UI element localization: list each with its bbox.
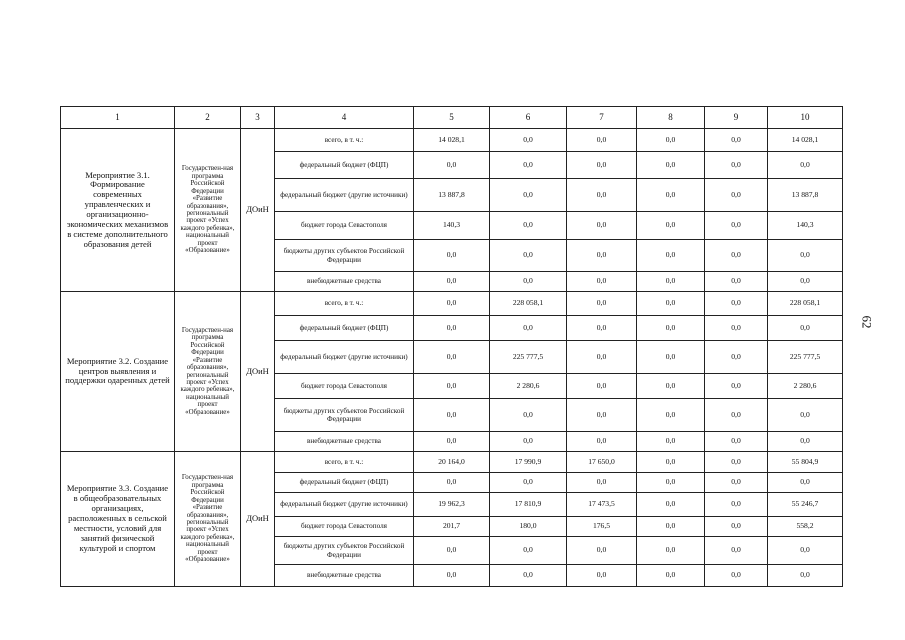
amount-cell: 0,0 xyxy=(490,473,567,493)
amount-cell: 0,0 xyxy=(705,493,768,517)
amount-cell: 558,2 xyxy=(768,517,843,537)
amount-cell: 0,0 xyxy=(414,292,490,316)
funding-source-cell: внебюджетные средства xyxy=(275,432,414,452)
program-cell: Государствен-ная программа Российской Федерации «Развитие образования», региональный проект «Успех каждого ребенка», национальный проект «Образование» xyxy=(175,129,241,292)
funding-source-cell: федеральный бюджет (другие источники) xyxy=(275,179,414,212)
amount-cell: 0,0 xyxy=(705,240,768,272)
funding-source-cell: бюджеты других субъектов Российской Федерации xyxy=(275,399,414,432)
amount-cell: 176,5 xyxy=(567,517,637,537)
header-cell: 2 xyxy=(175,107,241,129)
funding-source-cell: всего, в т. ч.: xyxy=(275,292,414,316)
amount-cell: 0,0 xyxy=(768,565,843,587)
header-cell: 7 xyxy=(567,107,637,129)
amount-cell: 0,0 xyxy=(705,432,768,452)
funding-source-cell: бюджеты других субъектов Российской Федерации xyxy=(275,240,414,272)
amount-cell: 0,0 xyxy=(637,473,705,493)
table-row xyxy=(61,292,843,316)
amount-cell: 0,0 xyxy=(567,179,637,212)
funding-source-cell: бюджет города Севастополя xyxy=(275,517,414,537)
program-cell: Государствен-ная программа Российской Федерации «Развитие образования», региональный проект «Успех каждого ребенка», национальный проект «Образование» xyxy=(175,292,241,452)
amount-cell: 0,0 xyxy=(414,565,490,587)
funding-source-cell: бюджет города Севастополя xyxy=(275,374,414,399)
amount-cell: 0,0 xyxy=(567,212,637,240)
amount-cell: 13 887,8 xyxy=(768,179,843,212)
amount-cell: 17 990,9 xyxy=(490,452,567,473)
amount-cell: 0,0 xyxy=(637,272,705,292)
amount-cell: 0,0 xyxy=(705,212,768,240)
amount-cell: 0,0 xyxy=(567,240,637,272)
amount-cell: 0,0 xyxy=(705,129,768,152)
amount-cell: 0,0 xyxy=(705,374,768,399)
amount-cell: 0,0 xyxy=(768,240,843,272)
amount-cell: 0,0 xyxy=(490,179,567,212)
amount-cell: 0,0 xyxy=(637,399,705,432)
amount-cell: 19 962,3 xyxy=(414,493,490,517)
amount-cell: 0,0 xyxy=(705,272,768,292)
header-cell: 3 xyxy=(241,107,275,129)
amount-cell: 20 164,0 xyxy=(414,452,490,473)
funding-source-cell: федеральный бюджет (ФЦП) xyxy=(275,473,414,493)
amount-cell: 0,0 xyxy=(490,399,567,432)
amount-cell: 228 058,1 xyxy=(490,292,567,316)
amount-cell: 13 887,8 xyxy=(414,179,490,212)
amount-cell: 0,0 xyxy=(637,292,705,316)
header-cell: 6 xyxy=(490,107,567,129)
amount-cell: 0,0 xyxy=(768,316,843,341)
amount-cell: 140,3 xyxy=(414,212,490,240)
event-cell: Мероприятие 3.3. Создание в общеобразовательных организациях, расположенных в сельской местности, условий для занятий физической культурой и спортом xyxy=(61,452,175,587)
amount-cell: 201,7 xyxy=(414,517,490,537)
header-cell: 4 xyxy=(275,107,414,129)
executor-cell: ДОиН xyxy=(241,452,275,587)
amount-cell: 0,0 xyxy=(490,432,567,452)
amount-cell: 2 280,6 xyxy=(490,374,567,399)
table-body xyxy=(61,129,843,587)
header-row xyxy=(61,107,843,129)
header-cell: 9 xyxy=(705,107,768,129)
amount-cell: 0,0 xyxy=(637,493,705,517)
amount-cell: 0,0 xyxy=(567,152,637,179)
amount-cell: 225 777,5 xyxy=(768,341,843,374)
amount-cell: 0,0 xyxy=(768,432,843,452)
amount-cell: 0,0 xyxy=(637,374,705,399)
funding-source-cell: федеральный бюджет (ФЦП) xyxy=(275,152,414,179)
header-cell: 5 xyxy=(414,107,490,129)
amount-cell: 0,0 xyxy=(414,537,490,565)
amount-cell: 180,0 xyxy=(490,517,567,537)
amount-cell: 0,0 xyxy=(490,212,567,240)
amount-cell: 0,0 xyxy=(705,399,768,432)
table-row xyxy=(61,129,843,152)
amount-cell: 0,0 xyxy=(490,129,567,152)
amount-cell: 0,0 xyxy=(705,292,768,316)
amount-cell: 0,0 xyxy=(637,341,705,374)
funding-source-cell: бюджеты других субъектов Российской Федерации xyxy=(275,537,414,565)
amount-cell: 0,0 xyxy=(705,473,768,493)
amount-cell: 14 028,1 xyxy=(768,129,843,152)
amount-cell: 0,0 xyxy=(490,565,567,587)
amount-cell: 0,0 xyxy=(637,152,705,179)
amount-cell: 0,0 xyxy=(637,129,705,152)
amount-cell: 225 777,5 xyxy=(490,341,567,374)
amount-cell: 0,0 xyxy=(490,316,567,341)
amount-cell: 0,0 xyxy=(768,473,843,493)
amount-cell: 0,0 xyxy=(414,399,490,432)
amount-cell: 0,0 xyxy=(705,565,768,587)
funding-source-cell: федеральный бюджет (другие источники) xyxy=(275,341,414,374)
amount-cell: 0,0 xyxy=(567,292,637,316)
table-row xyxy=(61,452,843,473)
amount-cell: 2 280,6 xyxy=(768,374,843,399)
amount-cell: 0,0 xyxy=(414,473,490,493)
amount-cell: 0,0 xyxy=(567,341,637,374)
amount-cell: 0,0 xyxy=(705,152,768,179)
amount-cell: 0,0 xyxy=(490,240,567,272)
funding-source-cell: всего, в т. ч.: xyxy=(275,452,414,473)
amount-cell: 17 650,0 xyxy=(567,452,637,473)
executor-cell: ДОиН xyxy=(241,129,275,292)
event-cell: Мероприятие 3.1. Формирование современных управленческих и организационно-экономических механизмов в системе дополнительного образования детей xyxy=(61,129,175,292)
amount-cell: 0,0 xyxy=(567,473,637,493)
funding-source-cell: бюджет города Севастополя xyxy=(275,212,414,240)
amount-cell: 0,0 xyxy=(567,129,637,152)
amount-cell: 140,3 xyxy=(768,212,843,240)
amount-cell: 17 473,5 xyxy=(567,493,637,517)
amount-cell: 0,0 xyxy=(490,537,567,565)
amount-cell: 0,0 xyxy=(705,316,768,341)
financing-table xyxy=(60,106,843,587)
amount-cell: 0,0 xyxy=(637,240,705,272)
funding-source-cell: всего, в т. ч.: xyxy=(275,129,414,152)
amount-cell: 228 058,1 xyxy=(768,292,843,316)
amount-cell: 0,0 xyxy=(705,179,768,212)
amount-cell: 0,0 xyxy=(414,341,490,374)
amount-cell: 0,0 xyxy=(637,537,705,565)
amount-cell: 0,0 xyxy=(768,272,843,292)
amount-cell: 0,0 xyxy=(414,374,490,399)
funding-source-cell: внебюджетные средства xyxy=(275,272,414,292)
funding-source-cell: федеральный бюджет (ФЦП) xyxy=(275,316,414,341)
funding-source-cell: внебюджетные средства xyxy=(275,565,414,587)
amount-cell: 0,0 xyxy=(567,537,637,565)
header-cell: 10 xyxy=(768,107,843,129)
amount-cell: 0,0 xyxy=(414,316,490,341)
amount-cell: 0,0 xyxy=(567,316,637,341)
amount-cell: 0,0 xyxy=(414,272,490,292)
amount-cell: 0,0 xyxy=(637,432,705,452)
header-cell: 1 xyxy=(61,107,175,129)
amount-cell: 0,0 xyxy=(768,399,843,432)
amount-cell: 0,0 xyxy=(490,152,567,179)
event-cell: Мероприятие 3.2. Создание центров выявления и поддержки одаренных детей xyxy=(61,292,175,452)
amount-cell: 0,0 xyxy=(567,374,637,399)
amount-cell: 0,0 xyxy=(567,399,637,432)
amount-cell: 17 810,9 xyxy=(490,493,567,517)
amount-cell: 0,0 xyxy=(414,240,490,272)
amount-cell: 0,0 xyxy=(414,432,490,452)
amount-cell: 0,0 xyxy=(768,152,843,179)
funding-source-cell: федеральный бюджет (другие источники) xyxy=(275,493,414,517)
amount-cell: 0,0 xyxy=(414,152,490,179)
amount-cell: 0,0 xyxy=(637,565,705,587)
amount-cell: 0,0 xyxy=(637,212,705,240)
amount-cell: 0,0 xyxy=(637,517,705,537)
amount-cell: 0,0 xyxy=(637,179,705,212)
amount-cell: 0,0 xyxy=(490,272,567,292)
amount-cell: 0,0 xyxy=(567,432,637,452)
amount-cell: 0,0 xyxy=(705,341,768,374)
amount-cell: 0,0 xyxy=(637,452,705,473)
amount-cell: 55 804,9 xyxy=(768,452,843,473)
executor-cell: ДОиН xyxy=(241,292,275,452)
header-cell: 8 xyxy=(637,107,705,129)
page-number: 62 xyxy=(859,315,875,329)
amount-cell: 0,0 xyxy=(567,565,637,587)
amount-cell: 55 246,7 xyxy=(768,493,843,517)
program-cell: Государствен-ная программа Российской Федерации «Развитие образования», региональный проект «Успех каждого ребенка», национальный проект «Образование» xyxy=(175,452,241,587)
amount-cell: 0,0 xyxy=(637,316,705,341)
amount-cell: 0,0 xyxy=(705,452,768,473)
amount-cell: 0,0 xyxy=(768,537,843,565)
amount-cell: 14 028,1 xyxy=(414,129,490,152)
amount-cell: 0,0 xyxy=(705,517,768,537)
amount-cell: 0,0 xyxy=(567,272,637,292)
amount-cell: 0,0 xyxy=(705,537,768,565)
